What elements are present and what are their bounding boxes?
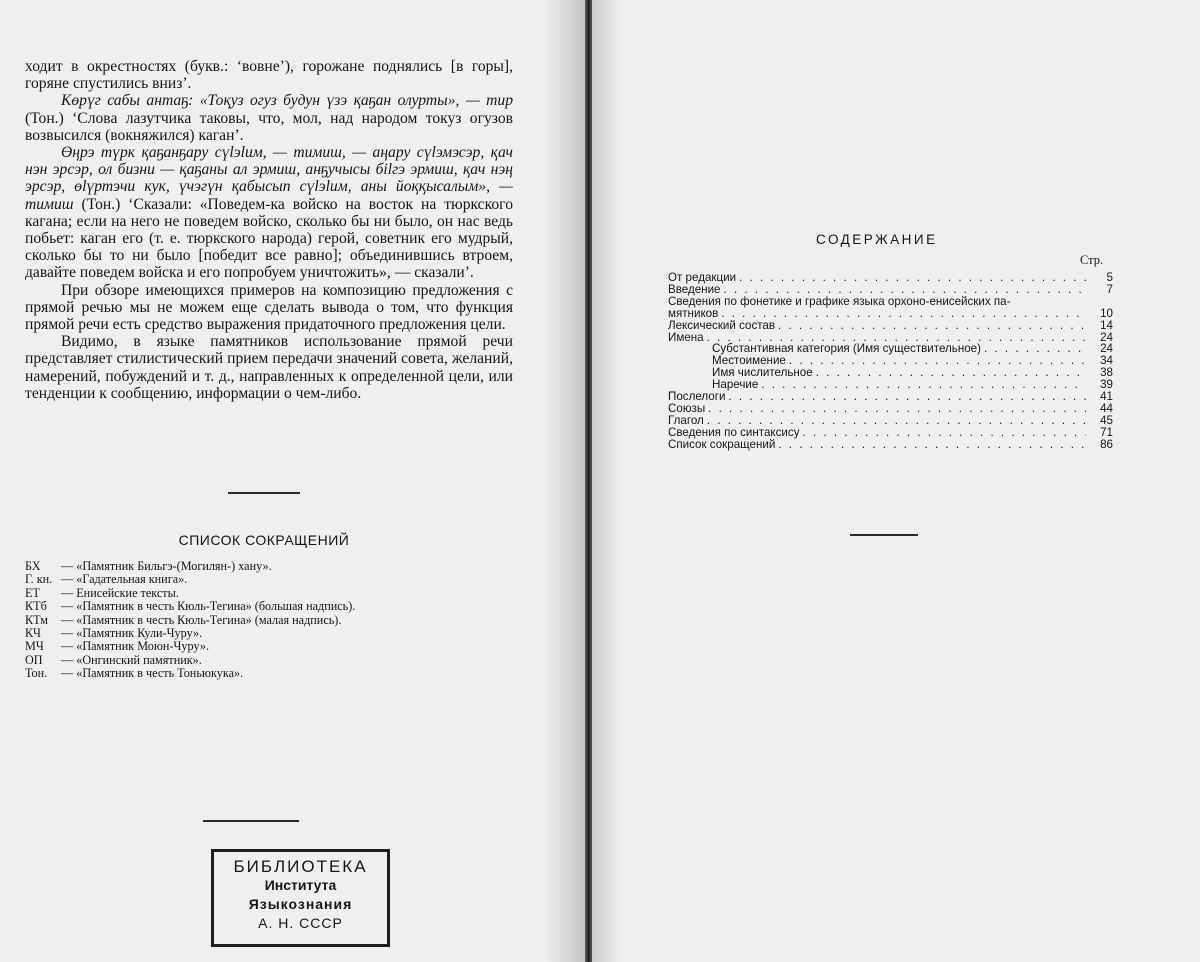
right-page bbox=[592, 0, 1200, 962]
toc-entry bbox=[668, 272, 1113, 284]
abbreviation-value: — Енисейские тексты. bbox=[61, 585, 179, 600]
abbreviation-key: ОП bbox=[25, 652, 43, 667]
toc-entry-label: Введение bbox=[668, 283, 721, 296]
toc-entry-page: 10 bbox=[1100, 306, 1113, 320]
abbreviation-row bbox=[25, 640, 445, 653]
paragraph-4: При обзоре имеющихся примеров на композицию предложения с прямой речью мы не можем еще сделать вывода о том, что функция прямой речи есть средство выражения придаточного предложения цели. bbox=[25, 281, 513, 334]
toc-entry-page: 86 bbox=[1100, 437, 1113, 451]
abbreviation-value: — «Памятник в честь Кюль-Тегина» (большая надпись). bbox=[61, 599, 356, 614]
toc-leader-dots bbox=[816, 367, 1086, 379]
abbreviation-key: КТм bbox=[25, 612, 48, 627]
quote-italic-2: Өңрэ түрк қаҕанҕару сүlэlим, — тимиш, — аңару сүlэмэсэр, қач нэн эрсэр, ол бизни — қаҕаны ал эрмиш, анҕучысы бilгэ эрмиш, қач нэң эрсэр, өlүртэчи кук, үчэгүн қабысып сүlэlим, аны йоққысалым», — тимиш bbox=[25, 144, 513, 213]
toc-entry-label: мятников bbox=[668, 307, 719, 320]
toc-entry-page: 14 bbox=[1100, 318, 1113, 332]
abbreviation-value: — «Памятник Бильгэ-(Могилян-) хану». bbox=[61, 559, 272, 573]
toc-entry-label: Список сокращений bbox=[668, 438, 776, 451]
toc-entry bbox=[668, 367, 1113, 379]
abbreviation-row bbox=[25, 667, 445, 680]
toc-entry bbox=[668, 355, 1113, 367]
toc-leader-dots bbox=[739, 272, 1086, 284]
paragraph-5: Видимо, в языке памятников использование прямой речи представляет стилистический прием передачи значений совета, желаний, намерений, побуждений и т. д., направленных к определенной цели, или тенденции к сообщению, информации о чем-либо. bbox=[25, 333, 513, 402]
toc-entry-page: 34 bbox=[1100, 354, 1113, 368]
toc-entry-label: Послелоги bbox=[668, 391, 726, 403]
section-divider bbox=[228, 492, 300, 494]
abbreviation-key: Г. кн. bbox=[25, 572, 53, 587]
abbreviation-key: КЧ bbox=[25, 626, 41, 641]
toc-leader-dots bbox=[984, 343, 1086, 355]
abbreviation-row bbox=[25, 627, 445, 640]
section-divider bbox=[850, 534, 918, 536]
toc-entry-label: Имя числительное bbox=[712, 367, 813, 380]
toc-entry-label: Союзы bbox=[668, 402, 706, 415]
toc-entry-page: 24 bbox=[1100, 330, 1113, 344]
toc-leader-dots bbox=[707, 415, 1086, 427]
toc-leader-dots bbox=[778, 320, 1086, 332]
toc-entry bbox=[668, 391, 1113, 403]
toc-title: СОДЕРЖАНИЕ bbox=[816, 232, 938, 247]
toc-entry-page: 39 bbox=[1100, 378, 1113, 392]
toc-entry bbox=[668, 439, 1113, 451]
toc-leader-dots bbox=[778, 439, 1086, 451]
toc-entry bbox=[668, 320, 1113, 332]
abbreviation-value: — «Онгинский памятник». bbox=[61, 652, 202, 667]
abbreviation-row bbox=[25, 614, 445, 627]
toc-leader-dots bbox=[721, 308, 1086, 320]
toc-leader-dots bbox=[724, 284, 1087, 296]
stamp-line: БИБЛИОТЕКА bbox=[233, 857, 368, 876]
section-divider bbox=[203, 820, 299, 822]
abbreviation-key: БХ bbox=[25, 559, 41, 573]
quote-italic-1: Көрүг сабы антаҕ: «Тоқуз огуз будун үзэ қаҕан олурты», — тир bbox=[61, 92, 513, 110]
toc-leader-dots bbox=[708, 403, 1086, 415]
quote-translation-2: (Тон.) ‘Сказали: «Поведем-ка войско на восток на тюркского кагана; если на него не поведем войско, сколько бы ни было, он нас ведь побьет: каган его (т. е. тюркского народа) герой, советник его мудрый, сколько бы то ни было [победит все равно]; объединившись втроем, давайте поведем войска и его попробуем уничтожить», — сказали’. bbox=[25, 195, 513, 282]
toc-entry bbox=[668, 403, 1113, 415]
abbreviation-value: — «Гадательная книга». bbox=[61, 572, 188, 587]
toc-entry-label: Сведения по синтаксису bbox=[668, 426, 800, 439]
abbreviation-row bbox=[25, 560, 445, 573]
toc-entry bbox=[668, 379, 1113, 391]
toc-entry bbox=[668, 296, 1113, 308]
abbreviation-value: — «Памятник Кули-Чуру». bbox=[61, 626, 203, 641]
toc-entry-page: 41 bbox=[1100, 390, 1113, 404]
abbreviation-key: КТб bbox=[25, 599, 47, 614]
toc-entry-page: 45 bbox=[1100, 413, 1113, 427]
left-page bbox=[0, 0, 585, 962]
abbreviation-key: Тон. bbox=[25, 666, 48, 681]
paragraph-3 bbox=[25, 144, 513, 282]
toc-entry-page: 71 bbox=[1100, 425, 1113, 439]
toc-page-column-label: Стр. bbox=[1080, 253, 1104, 267]
toc-entry bbox=[668, 284, 1113, 296]
toc-leader-dots bbox=[789, 355, 1086, 367]
toc-leader-dots bbox=[707, 332, 1086, 344]
abbreviation-row bbox=[25, 654, 445, 667]
toc-entry-label: Глагол bbox=[668, 414, 704, 427]
toc-entry bbox=[668, 343, 1113, 355]
abbreviation-value: — «Памятник в честь Тоньюкука». bbox=[61, 666, 244, 681]
main-text bbox=[25, 58, 513, 402]
toc-entry-label: Имена bbox=[668, 331, 704, 344]
stamp-line: Языкознания bbox=[248, 896, 353, 912]
abbreviation-key: МЧ bbox=[25, 639, 44, 654]
toc-entry-page: 5 bbox=[1106, 271, 1113, 284]
paragraph-2 bbox=[25, 92, 513, 144]
toc-entry-label: Субстантивная категория (Имя существительное) bbox=[712, 343, 981, 356]
toc-entry-page: 7 bbox=[1106, 282, 1113, 296]
abbreviations-list bbox=[25, 560, 445, 681]
toc-entry-label: Местоимение bbox=[712, 355, 786, 368]
abbreviations-title: СПИСОК СОКРАЩЕНИЙ bbox=[178, 532, 350, 548]
toc-entry bbox=[668, 308, 1113, 320]
toc-leader-dots bbox=[803, 427, 1086, 439]
quote-translation-1: (Тон.) ‘Слова лазутчика таковы, что, мол, над народом токуз огузов возвысился (вокняжился) каган’. bbox=[25, 109, 513, 144]
toc-entry-page: 44 bbox=[1100, 401, 1113, 415]
abbreviation-key: ЕТ bbox=[25, 585, 40, 600]
toc-leader-dots bbox=[761, 379, 1086, 391]
toc-entry-label: Наречие bbox=[712, 379, 759, 392]
abbreviation-row bbox=[25, 587, 445, 600]
toc-entry-label: Сведения по фонетике и графике языка орхоно-енисейских па- bbox=[668, 295, 1011, 308]
toc-entry-label: От редакции bbox=[668, 272, 737, 284]
stamp-line: Института bbox=[264, 877, 337, 893]
toc-entry-page: 24 bbox=[1100, 342, 1113, 356]
abbreviation-value: — «Памятник в честь Кюль-Тегина» (малая надпись). bbox=[61, 612, 342, 627]
table-of-contents bbox=[668, 272, 1113, 451]
abbreviation-value: — «Памятник Моюн-Чуру». bbox=[61, 639, 209, 654]
library-stamp bbox=[211, 849, 390, 947]
paragraph-1: ходит в окрестностях (букв.: ‘вовне’), горожане поднялись [в горы], горяне спустились вниз’. bbox=[25, 58, 513, 93]
toc-entry-label: Лексический состав bbox=[668, 319, 776, 332]
toc-entry bbox=[668, 332, 1113, 344]
abbreviation-row bbox=[25, 573, 445, 586]
toc-entry bbox=[668, 415, 1113, 427]
toc-leader-dots bbox=[728, 391, 1086, 403]
book-gutter bbox=[585, 0, 592, 962]
toc-entry bbox=[668, 427, 1113, 439]
toc-entry-page: 38 bbox=[1100, 366, 1113, 380]
stamp-line: А. Н. СССР bbox=[258, 915, 343, 931]
abbreviation-row bbox=[25, 600, 445, 613]
